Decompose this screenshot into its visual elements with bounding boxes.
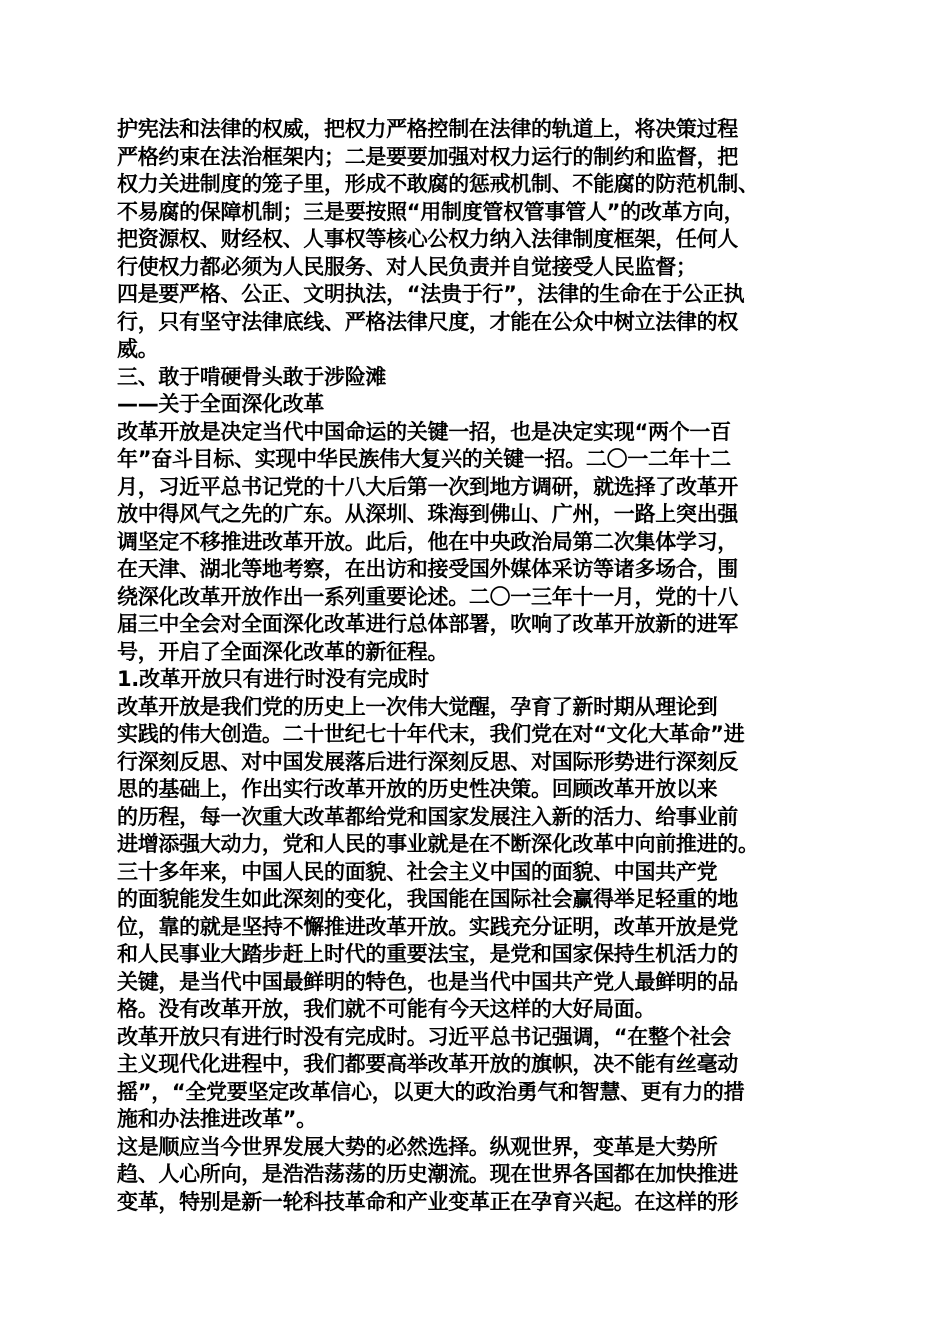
section-heading: 三、敢于啃硬骨头敢于涉险滩 (117, 364, 387, 389)
text-line: 不易腐的保障机制；三是要按照“用制度管权管事管人”的改革方向， (117, 199, 745, 224)
text-line: 绕深化改革开放作出一系列重要论述。二〇一三年十一月，党的十八 (117, 584, 738, 609)
text-line: 届三中全会对全面深化改革进行总体部署，吹响了改革开放新的进军 (117, 612, 738, 636)
text-line: 摇”，“全党要坚定改革信心，以更大的政治勇气和智慧、更有力的措 (117, 1079, 745, 1104)
text-line: 把资源权、财经权、人事权等核心公权力纳入法律制度框架，任何人 (117, 227, 738, 251)
text-line: 施和办法推进改革”。 (117, 1107, 317, 1131)
text-line: 行使权力都必须为人民服务、对人民负责并自觉接受人民监督； (117, 254, 697, 279)
text-line: 的历程，每一次重大改革都给党和国家发展注入新的活力、给事业前 (117, 804, 738, 829)
text-line: 严格约束在法治框架内；二是要要加强对权力运行的制约和监督，把 (117, 144, 738, 169)
text-line: 变革，特别是新一轮科技革命和产业变革正在孕育兴起。在这样的形 (117, 1189, 738, 1214)
text-line: 三十多年来，中国人民的面貌、社会主义中国的面貌、中国共产党 (117, 859, 718, 884)
text-line: 威。 (117, 337, 159, 361)
text-line: 这是顺应当今世界发展大势的必然选择。纵观世界，变革是大势所 (117, 1134, 718, 1159)
text-line: 在天津、湖北等地考察，在出访和接受国外媒体采访等诸多场合，围 (117, 557, 738, 581)
text-line: 趋、人心所向，是浩浩荡荡的历史潮流。现在世界各国都在加快推进 (117, 1162, 738, 1186)
text-line: 年”奋斗目标、实现中华民族伟大复兴的关键一招。二〇一二年十二 (117, 447, 731, 471)
text-line: 改革开放只有进行时没有完成时。习近平总书记强调，“在整个社会 (117, 1024, 731, 1049)
text-line: 月，习近平总书记党的十八大后第一次到地方调研，就选择了改革开 (117, 474, 738, 499)
text-line: 实践的伟大创造。二十世纪七十年代末，我们党在对“文化大革命”进 (117, 722, 745, 746)
text-line: 号，开启了全面深化改革的新征程。 (117, 639, 449, 664)
text-line: 四是要严格、公正、文明执法，“法贵于行”，法律的生命在于公正执 (117, 282, 745, 306)
section-subheading: ——关于全面深化改革 (117, 392, 324, 416)
text-line: 改革开放是我们党的历史上一次伟大觉醒，孕育了新时期从理论到 (117, 694, 718, 719)
text-line: 行深刻反思、对中国发展落后进行深刻反思、对国际形势进行深刻反 (117, 749, 738, 774)
text-line: 主义现代化进程中，我们都要高举改革开放的旗帜，决不能有丝毫动 (117, 1052, 738, 1076)
text-line: 进增添强大动力，党和人民的事业就是在不断深化改革中向前推进的。 (117, 832, 759, 856)
text-line: 格。没有改革开放，我们就不可能有今天这样的大好局面。 (117, 997, 656, 1021)
text-line: 放中得风气之先的广东。从深圳、珠海到佛山、广州，一路上突出强 (117, 502, 738, 526)
text-line: 关键，是当代中国最鲜明的特色，也是当代中国共产党人最鲜明的品 (117, 969, 738, 994)
text-line: 改革开放是决定当代中国命运的关键一招，也是决定实现“两个一百 (117, 419, 731, 444)
text-line: 权力关进制度的笼子里，形成不敢腐的惩戒机制、不能腐的防范机制、 (117, 172, 759, 196)
text-line: 和人民事业大踏步赶上时代的重要法宝，是党和国家保持生机活力的 (117, 942, 738, 966)
text-line: 调坚定不移推进改革开放。此后，他在中央政治局第二次集体学习， (117, 529, 738, 554)
text-line: 位，靠的就是坚持不懈推进改革开放。实践充分证明，改革开放是党 (117, 914, 738, 939)
text-line: 行，只有坚守法律底线、严格法律尺度，才能在公众中树立法律的权 (117, 309, 738, 334)
text-line: 思的基础上，作出实行改革开放的历史性决策。回顾改革开放以来 (117, 777, 718, 801)
subsection-heading: 1.改革开放只有进行时没有完成时 (117, 667, 429, 691)
text-line: 的面貌能发生如此深刻的变化，我国能在国际社会赢得举足轻重的地 (117, 887, 738, 911)
text-line: 护宪法和法律的权威，把权力严格控制在法律的轨道上，将决策过程 (117, 117, 738, 141)
document-body (117, 116, 847, 1216)
